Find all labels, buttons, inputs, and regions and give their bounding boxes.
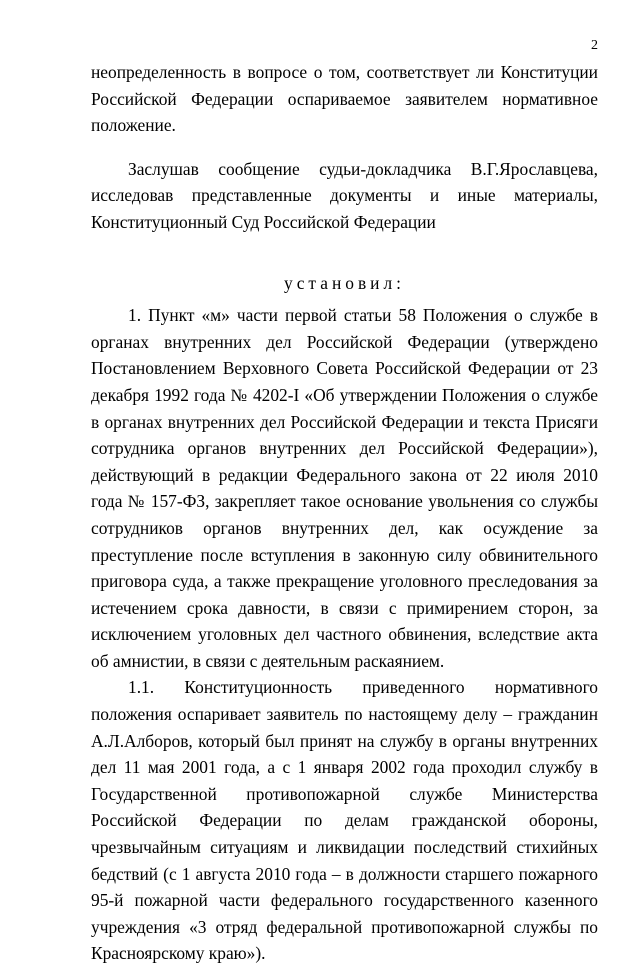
document-body bbox=[91, 59, 598, 967]
paragraph-gap bbox=[91, 253, 598, 270]
paragraph-hearing: Заслушав сообщение судьи-докладчика В.Г.Ярославцева, исследовав представленные документы и иные материалы, Конституционный Суд Российской Федерации bbox=[91, 158, 598, 232]
page-number: 2 bbox=[591, 38, 598, 53]
paragraph-point-1: 1. Пункт «м» части первой статьи 58 Положения о службе в органах внутренних дел Российской Федерации (утверждено Постановлением Верховного Совета Российской Федерации от 23 декабря 1992 года № 4202-I «Об утверждении Положения о службе в органах внутренних дел Российской Федерации и текста Присяги сотрудника органов внутренних дел Российской Федерации»), действующий в редакции Федерального закона от 22 июля 2010 года № 157-ФЗ, закрепляет такое основание увольнения со службы сотрудников органов внутренних дел, как осуждение за преступление после вступления в законную силу обвинительного приговора суда, а также прекращение уголовного преследования за истечением срока давности, в связи с примирением сторон, за исключением уголовных дел частного обвинения, вследствие акта об амнистии, в связи с деятельным раскаянием. bbox=[91, 305, 598, 671]
paragraph-conclusion: неопределенность в вопросе о том, соответствует ли Конституции Российской Федерации оспариваемое заявителем нормативное положение. bbox=[91, 62, 598, 136]
paragraph-gap bbox=[91, 236, 598, 253]
paragraph-point-1-1: 1.1. Конституционность приведенного нормативного положения оспаривает заявитель по настоящему делу – гражданин А.Л.Алборов, который был принят на службу в органы внутренних дел 11 мая 2001 года, а с 1 января 2002 года проходил службу в Государственной противопожарной службе Министерства Российской Федерации по делам гражданской обороны, чрезвычайным ситуациям и ликвидации последствий стихийных бедствий (с 1 августа 2010 года – в должности старшего пожарного 95-й пожарной части федерального государственного казенного учреждения «3 отряд федеральной противопожарной службы по Красноярскому краю»). bbox=[91, 677, 598, 964]
paragraph-gap bbox=[91, 139, 598, 156]
section-heading: установил: bbox=[284, 272, 405, 293]
